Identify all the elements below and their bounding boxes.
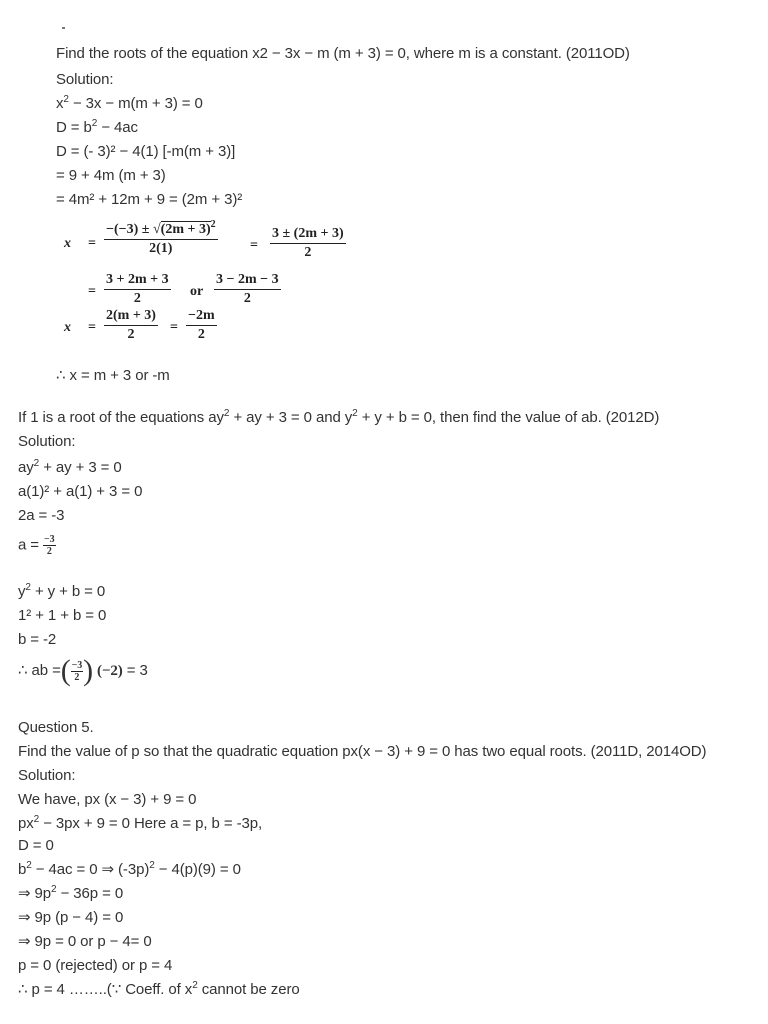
solution-line: $x^2 - 3x - m(m + 3) = 0$ <box>56 94 203 112</box>
equals-sign: = <box>88 320 96 335</box>
fraction-a-value: $\frac{-3}{2}$ <box>71 659 83 683</box>
or-text: or <box>190 284 204 299</box>
fraction-rhs: $\frac{3 \pm (2m + 3)}{2}$ <box>272 226 344 260</box>
solution-line: b = -2 <box>18 631 57 648</box>
fraction-root-negative: $\frac{-2m}{2}$ <box>188 308 215 342</box>
solution-line: We have, px (x − 3) + 9 = 0 <box>18 791 197 808</box>
solution-line: ⇒ 9p (p − 4) = 0 <box>18 909 124 926</box>
fraction-root-one: $\frac{3 + 2m + 3}{2}$ <box>106 272 169 306</box>
solution-line: D = (- 3)² − 4(1) [-m(m + 3)] <box>56 143 236 160</box>
conclusion: ∴ x = m + 3 or -m <box>56 367 170 384</box>
solution-label: Solution: <box>18 767 76 784</box>
question-roots: Find the roots of the equation x2 − 3x − m (m + 3) = 0, where m is a constant. (2011OD) <box>56 45 630 62</box>
solution-line: $D = b^2 - 4ac$ <box>56 118 138 136</box>
solution-line: ⇒ 9p = 0 or p − 4= 0 <box>18 933 152 950</box>
solution-line: = 9 + 4m (m + 3) <box>56 167 166 184</box>
equals-sign: = <box>88 236 96 251</box>
question-p: Find the value of p so that the quadratic equation px(x − 3) + 9 = 0 has two equal roots. (2011D, 2014OD) <box>18 743 707 760</box>
solution-line: a = $\frac{-3}{2}$ <box>18 534 55 557</box>
solution-line: ⇒ $9p^2 - 36p = 0$ <box>18 884 124 902</box>
solution-line: 2a = -3 <box>18 507 65 524</box>
question-ab: If 1 is a root of the equations $ay^2$ + ay + 3 = 0 and $y^2 + y + b = 0$, then find the value of ab. (2012D) <box>18 408 660 426</box>
solution-product: ∴ ab =( $\frac{-3}{2}$ ) (−2) = 3 <box>18 654 148 688</box>
equals-sign: = <box>170 320 178 335</box>
solution-line: a(1)² + a(1) + 3 = 0 <box>18 483 143 500</box>
solution-line: 1² + 1 + b = 0 <box>18 607 107 624</box>
solution-line: = 4m² + 12m + 9 = (2m + 3)² <box>56 191 243 208</box>
stray-mark <box>62 27 65 29</box>
solution-line: $ay^2$ + ay + 3 = 0 <box>18 458 122 476</box>
equals-sign: = <box>250 238 258 253</box>
equation-variable: x <box>64 320 71 335</box>
solution-label: Solution: <box>56 71 114 88</box>
question-title: Question 5. <box>18 719 94 736</box>
solution-line: D = 0 <box>18 837 54 854</box>
equals-sign: = <box>88 284 96 299</box>
fraction-root-simplified: $\frac{2(m + 3)}{2}$ <box>106 308 156 342</box>
fraction-quadratic-formula: $\frac{-(-3) \pm √(2m + 3)^2}{2(1)}$ <box>106 219 216 256</box>
solution-line: $b^2 - 4ac = 0$ ⇒ $(-3p)^2 - 4(p)(9) = 0$ <box>18 860 241 878</box>
solution-line: $px^2 - 3px + 9 = 0$ Here a = p, b = -3p, <box>18 814 263 832</box>
equation-variable: x <box>64 236 71 251</box>
solution-line: ∴ p = 4 ……..(∵ Coeff. of $x^2$ cannot be zero <box>18 980 300 998</box>
solution-label: Solution: <box>18 433 76 450</box>
fraction-a-value: $\frac{-3}{2}$ <box>44 534 55 557</box>
solution-line: $y^2 + y + b = 0$ <box>18 582 106 600</box>
solution-line: p = 0 (rejected) or p = 4 <box>18 957 173 974</box>
fraction-root-two: $\frac{3 - 2m - 3}{2}$ <box>216 272 279 306</box>
